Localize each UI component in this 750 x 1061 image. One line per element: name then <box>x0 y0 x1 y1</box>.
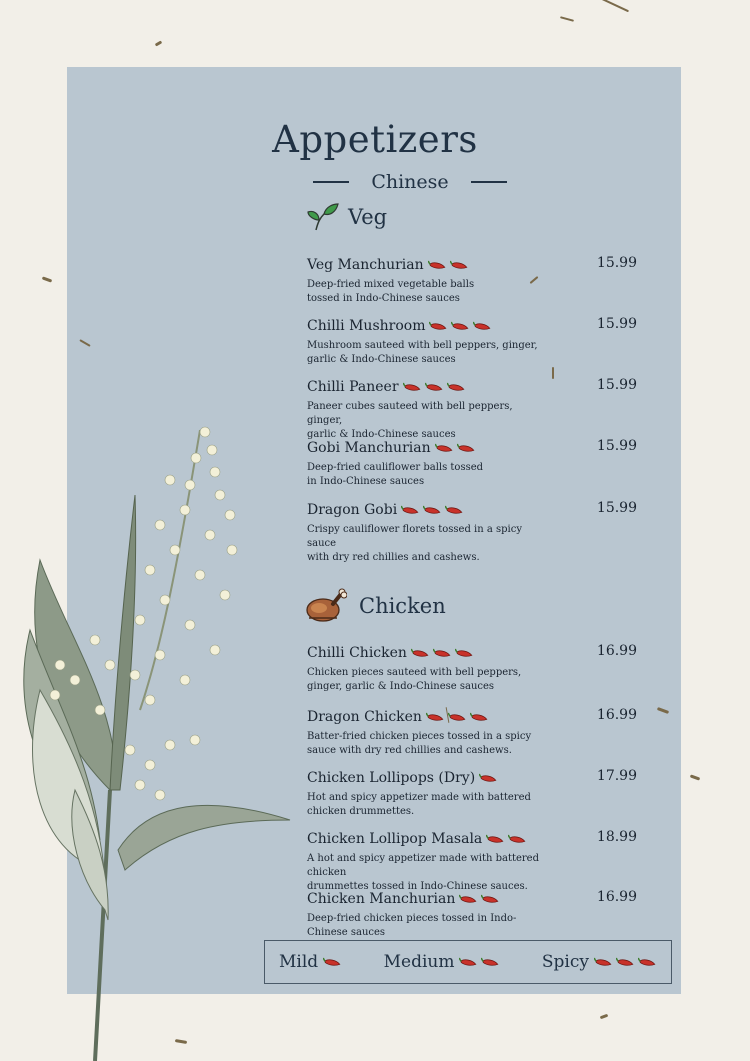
menu-item-name: Chilli Paneer <box>307 379 399 395</box>
menu-item-price: 15.99 <box>596 377 637 393</box>
chili-pepper-icon <box>426 712 445 723</box>
menu-item-description <box>307 278 547 306</box>
chili-pepper-icon <box>448 712 467 723</box>
description-line: Deep-fried cauliflower balls tossed <box>307 462 484 473</box>
chili-pepper-icon <box>479 773 498 784</box>
chili-rating <box>401 505 464 516</box>
chili-pepper-icon <box>411 648 430 659</box>
section-label-veg: Veg <box>348 205 388 229</box>
menu-item-name: Dragon Chicken <box>307 709 422 725</box>
menu-item-price: 16.99 <box>596 889 637 905</box>
description-line: in Indo-Chinese sauces <box>307 476 425 487</box>
section-header-veg <box>306 202 387 232</box>
description-line: garlic & Indo-Chinese sauces <box>307 354 456 365</box>
menu-item <box>307 707 637 758</box>
botanical-illustration <box>0 410 300 1061</box>
description-line: ginger, garlic & Indo-Chinese sauces <box>307 681 495 692</box>
description-line: Hot and spicy appetizer made with battered <box>307 792 531 803</box>
chili-rating <box>323 957 342 968</box>
chili-pepper-icon <box>473 321 492 332</box>
menu-item <box>307 377 637 442</box>
menu-item-name: Chicken Lollipops (Dry) <box>307 770 476 786</box>
menu-item-name: Veg Manchurian <box>307 257 424 273</box>
menu-item <box>307 500 637 565</box>
chili-pepper-icon <box>455 648 474 659</box>
menu-item-name-row <box>307 316 637 336</box>
menu-item-name-row <box>307 707 637 727</box>
menu-item-name: Chicken Manchurian <box>307 891 456 907</box>
chili-pepper-icon <box>423 505 442 516</box>
chili-pepper-icon <box>638 957 657 968</box>
menu-item <box>307 438 637 489</box>
chili-pepper-icon <box>445 505 464 516</box>
description-line: Paneer cubes sauteed with bell peppers, ginger, <box>307 401 513 426</box>
menu-item-description <box>307 461 547 489</box>
menu-item-name-row <box>307 643 637 663</box>
paper-speck <box>690 774 700 780</box>
description-line: Deep-fried mixed vegetable balls <box>307 279 475 290</box>
menu-item-name-row <box>307 829 637 849</box>
chili-rating <box>479 773 498 784</box>
menu-item <box>307 768 637 819</box>
spice-legend <box>264 940 672 984</box>
section-label-chicken: Chicken <box>359 594 446 618</box>
chili-rating <box>459 894 500 905</box>
description-line: garlic & Indo-Chinese sauces <box>307 429 456 440</box>
chili-pepper-icon <box>450 260 469 271</box>
menu-item-name: Dragon Gobi <box>307 502 398 518</box>
chili-rating <box>428 260 469 271</box>
menu-item-price: 15.99 <box>596 438 637 454</box>
menu-item-description <box>307 730 547 758</box>
legend-spicy-label: Spicy <box>541 952 589 972</box>
menu-item-name-row <box>307 500 637 520</box>
menu-item <box>307 643 637 694</box>
description-line: A hot and spicy appetizer made with battered chicken <box>307 853 540 878</box>
menu-item-name-row <box>307 255 637 275</box>
chili-pepper-icon <box>508 834 527 845</box>
menu-item <box>307 829 637 894</box>
menu-item-price: 16.99 <box>596 643 637 659</box>
menu-item-name-row <box>307 889 637 909</box>
roast-chicken-icon <box>305 588 347 624</box>
description-line: drummettes tossed in Indo-Chinese sauces. <box>307 881 528 892</box>
menu-item-name: Chilli Chicken <box>307 645 407 661</box>
subtitle-rule-left <box>313 181 349 183</box>
menu-item-description <box>307 666 547 694</box>
description-line: Chicken pieces sauteed with bell peppers, <box>307 667 522 678</box>
chili-pepper-icon <box>486 834 505 845</box>
legend-medium <box>384 952 501 972</box>
chili-rating <box>594 957 657 968</box>
paper-speck <box>657 707 669 714</box>
description-line: chicken drummettes. <box>307 806 415 817</box>
menu-item-price: 16.99 <box>596 707 637 723</box>
chili-pepper-icon <box>428 260 447 271</box>
chili-rating <box>429 321 492 332</box>
chili-pepper-icon <box>459 894 478 905</box>
menu-item <box>307 255 637 306</box>
chili-pepper-icon <box>435 443 454 454</box>
chili-rating <box>403 382 466 393</box>
menu-item-name: Chicken Lollipop Masala <box>307 831 483 847</box>
paper-speck <box>601 0 629 12</box>
chili-pepper-icon <box>403 382 422 393</box>
description-line: Deep-fried chicken pieces tossed in Indo-Chinese sauces <box>307 913 517 938</box>
paper-speck <box>560 16 574 22</box>
chili-rating <box>459 957 500 968</box>
paper-speck <box>42 276 52 282</box>
chili-pepper-icon <box>429 321 448 332</box>
menu-item-description <box>307 523 547 565</box>
chili-pepper-icon <box>457 443 476 454</box>
description-line: Mushroom sauteed with bell peppers, ginger, <box>307 340 538 351</box>
legend-mild <box>279 952 342 972</box>
chili-pepper-icon <box>401 505 420 516</box>
menu-item-price: 17.99 <box>596 768 637 784</box>
menu-title: Appetizers <box>272 118 478 161</box>
menu-item-name-row <box>307 438 637 458</box>
chili-pepper-icon <box>616 957 635 968</box>
subtitle-rule-right <box>471 181 507 183</box>
menu-item <box>307 316 637 367</box>
menu-item-price: 15.99 <box>596 316 637 332</box>
chili-pepper-icon <box>447 382 466 393</box>
chili-pepper-icon <box>470 712 489 723</box>
chili-pepper-icon <box>433 648 452 659</box>
section-header-chicken <box>305 588 446 624</box>
menu-item-name-row <box>307 768 637 788</box>
description-line: Batter-fried chicken pieces tossed in a spicy <box>307 731 532 742</box>
menu-item-price: 18.99 <box>596 829 637 845</box>
paper-speck <box>600 1014 609 1020</box>
subtitle-row <box>313 168 507 196</box>
chili-pepper-icon <box>481 894 500 905</box>
legend-spicy <box>542 952 657 972</box>
menu-item-price: 15.99 <box>596 255 637 271</box>
menu-item-price: 15.99 <box>596 500 637 516</box>
menu-item-description <box>307 912 547 940</box>
chili-pepper-icon <box>594 957 613 968</box>
chili-rating <box>435 443 476 454</box>
chili-pepper-icon <box>481 957 500 968</box>
menu-subtitle: Chinese <box>371 171 449 193</box>
chili-rating <box>411 648 474 659</box>
menu-item-description <box>307 852 547 894</box>
menu-item-name: Gobi Manchurian <box>307 440 431 456</box>
description-line: with dry red chillies and cashews. <box>307 552 480 563</box>
description-line: tossed in Indo-Chinese sauces <box>307 293 460 304</box>
description-line: Crispy cauliflower florets tossed in a spicy sauce <box>307 524 522 549</box>
chili-pepper-icon <box>323 957 342 968</box>
chili-pepper-icon <box>451 321 470 332</box>
leaf-sprout-icon <box>306 202 340 232</box>
chili-rating <box>426 712 489 723</box>
menu-item-name: Chilli Mushroom <box>307 318 426 334</box>
menu-item-description <box>307 400 547 442</box>
description-line: sauce with dry red chillies and cashews. <box>307 745 512 756</box>
paper-speck <box>79 339 90 347</box>
legend-mild-label: Mild <box>279 952 319 972</box>
chili-rating <box>486 834 527 845</box>
menu-item-description <box>307 339 547 367</box>
chili-pepper-icon <box>425 382 444 393</box>
paper-speck <box>155 40 163 46</box>
legend-medium-label: Medium <box>383 952 455 972</box>
chili-pepper-icon <box>459 957 478 968</box>
menu-item-description <box>307 791 547 819</box>
menu-item <box>307 889 637 940</box>
menu-item-name-row <box>307 377 637 397</box>
